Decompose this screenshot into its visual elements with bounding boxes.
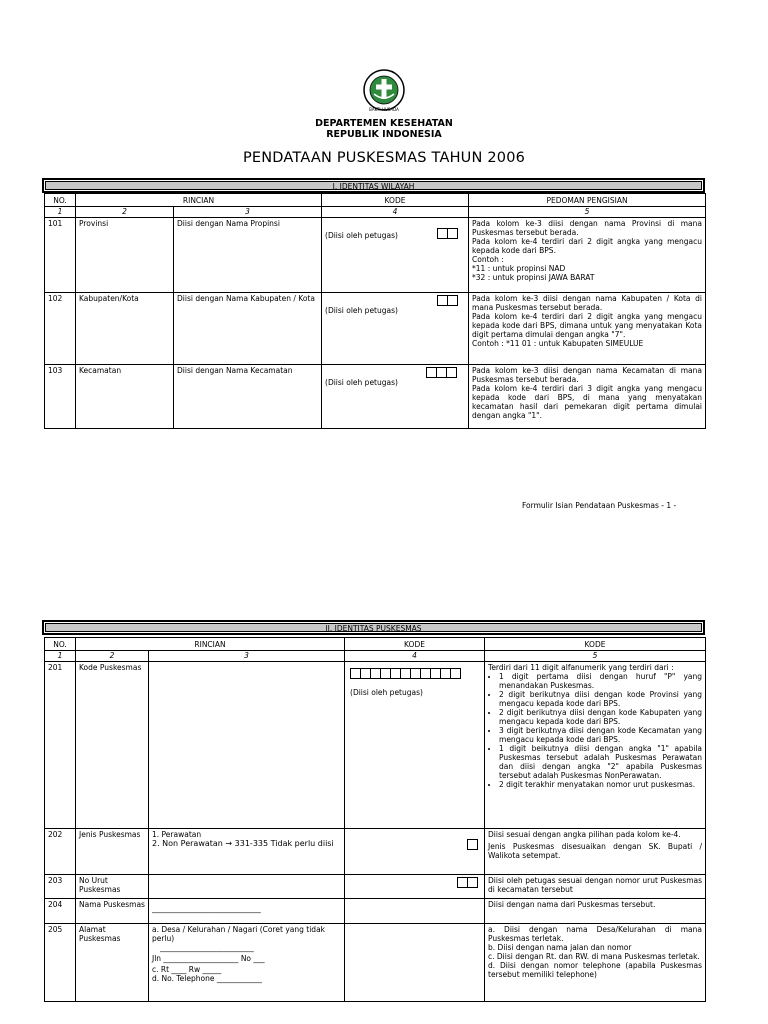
table-header-row [45,638,706,651]
address-desa-line[interactable]: _________________________ [160,943,254,952]
row-no: 203 [45,875,76,899]
row-item: Kode Puskesmas [76,662,149,829]
section1-banner [42,178,705,193]
code-box[interactable] [447,295,458,306]
code-box[interactable] [447,228,458,239]
code-boxes[interactable] [437,295,458,306]
col-num: 5 [485,651,706,662]
code-box[interactable] [467,839,478,850]
guide-item: • 2 digit terakhir menyatakan nomor urut puskesmas. [499,780,702,789]
section1-table [44,193,706,429]
page-title: PENDATAAN PUSKESMAS TAHUN 2006 [242,150,526,166]
row-item: Alamat Puskesmas [76,924,149,1002]
guide-line: d. Diisi dengan nomor telephone (apabila Puskesmas tersebut memiliki telephone) [488,961,703,979]
address-fields[interactable] [149,924,345,1002]
guide-line: Contoh : [472,255,504,264]
guide-intro: Terdiri dari 11 digit alfanumerik yang terdiri dari : [488,663,674,672]
row-kode [322,293,469,365]
header-no: NO. [45,638,76,651]
address-desa: a. Desa / Kelurahan / Nagari (Coret yang tidak perlu) [152,925,326,943]
row-guide [485,924,706,1002]
header-rincian: RINCIAN [76,638,345,651]
table-row [45,899,706,924]
code-boxes[interactable] [457,877,478,888]
guide-list [488,672,702,789]
guide-line: Pada kolom ke-3 diisi dengan nama Provinsi di mana Puskesmas tersebut berada. [472,219,703,237]
row-guide [485,829,706,875]
row-no: 201 [45,662,76,829]
row-no: 102 [45,293,76,365]
row-guide [469,293,706,365]
header-pedoman: PEDOMAN PENGISIAN [469,194,706,207]
table-row [45,293,706,365]
row-no: 103 [45,365,76,429]
header-kode-2: KODE [485,638,706,651]
row-kode [345,875,485,899]
row-no: 101 [45,218,76,293]
table-row [45,875,706,899]
address-jalan[interactable]: Jln ____________________ No ___ [152,954,265,963]
row-guide [469,218,706,293]
row-item: Kecamatan [76,365,174,429]
row-desc: Diisi dengan Nama Kecamatan [174,365,322,429]
row-item: Jenis Puskesmas [76,829,149,875]
table-row [45,829,706,875]
option-perawatan: 1. Perawatan [152,830,202,839]
row-guide [485,875,706,899]
guide-line: c. Diisi dengan Rt. dan RW. di mana Puskesmas terletak. [488,952,700,961]
row-no: 204 [45,899,76,924]
guide-line: Pada kolom ke-3 diisi dengan nama Kecamatan di mana Puskesmas tersebut berada. [472,366,703,384]
code-box[interactable] [450,668,461,679]
guide-item: • 2 digit berikutnya diisi dengan kode Provinsi yang mengacu kepada kode dari BPS. [499,690,702,708]
guide-item: • 1 digit pertama diisi dengan huruf "P" yang menandakan Puskesmas. [499,672,702,690]
address-telephone[interactable]: d. No. Telephone ____________ [152,974,262,983]
col-num: 5 [469,207,706,218]
table-row [45,365,706,429]
row-desc [149,662,345,829]
row-no: 205 [45,924,76,1002]
col-num: 3 [149,651,345,662]
table-row [45,662,706,829]
row-desc [149,875,345,899]
row-item: Kabupaten/Kota [76,293,174,365]
name-field[interactable] [149,899,345,924]
table-header-row [45,194,706,207]
guide-line: Diisi sesuai dengan angka pilihan pada kolom ke-4. [488,830,681,839]
code-box[interactable] [446,367,457,378]
guide-line: Pada kolom ke-4 terdiri dari 3 digit angka yang mengacu kepada kode dari BPS, di mana yang menyatakan kecamatan hasil dari pemekaran digit pertama dimulai dengan angka "1". [472,384,703,420]
guide-item: • 3 digit berikutnya diisi dengan kode Kecamatan yang mengacu kepada kode dari BPS. [499,726,702,744]
header-kode: KODE [322,194,469,207]
guide-line: *11 : untuk propinsi NAD [472,264,566,273]
row-item: Nama Puskesmas [76,899,149,924]
guide-line: Contoh : *11 01 : untuk Kabupaten SIMEULUE [472,339,644,348]
name-blank-line[interactable]: _____________________________ [152,904,261,913]
header-kode: KODE [345,638,485,651]
org-line-1: DEPARTEMEN KESEHATAN [315,118,453,129]
row-kode [345,829,485,875]
row-options [149,829,345,875]
column-number-row [45,207,706,218]
row-item: No Urut Puskesmas [76,875,149,899]
guide-line: Pada kolom ke-4 terdiri dari 2 digit angka yang mengacu kepada kode dari BPS, dimana untuk yang menyatakan Kota digit pertama dimulai dengan angka "7". [472,312,703,339]
row-no: 202 [45,829,76,875]
table-row [45,924,706,1002]
section2-table [44,637,706,1002]
row-desc: Diisi dengan Nama Propinsi [174,218,322,293]
col-num: 4 [322,207,469,218]
column-number-row [45,651,706,662]
guide-item: • 1 digit beikutnya diisi dengan angka "1" apabila Puskesmas tersebut adalah Puskesmas Perawatan dan diisi dengan angka "2" apabila Puskesmas tersebut adalah Puskesmas NonPerawatan. [499,744,702,780]
col-num: 2 [76,207,174,218]
row-kode [322,365,469,429]
row-desc: Diisi dengan Nama Kabupaten / Kota [174,293,322,365]
address-rt-rw[interactable]: c. Rt ____ Rw _____ [152,965,222,974]
kode-note: (Diisi oleh petugas) [325,378,398,387]
col-num: 4 [345,651,485,662]
code-boxes[interactable] [437,228,458,239]
logo-text: BAKTI HUSADA [369,107,399,112]
section2-banner [42,620,705,635]
section2-banner-label: II. IDENTITAS PUSKESMAS [45,623,702,632]
page-footer: Formulir Isian Pendataan Puskesmas - 1 - [522,501,677,510]
kode-note: (Diisi oleh petugas) [350,688,423,697]
code-boxes[interactable] [467,839,478,850]
guide-line: Pada kolom ke-3 diisi dengan nama Kabupaten / Kota di mana Puskesmas tersebut berada. [472,294,703,312]
header-no: NO. [45,194,76,207]
code-boxes[interactable] [426,367,457,378]
guide-item: • 2 digit berikutnya diisi dengan kode Kabupaten yang mengacu kepada kode dari BPS. [499,708,702,726]
org-line-2: REPUBLIK INDONESIA [326,129,442,140]
code-boxes[interactable] [350,668,461,679]
col-num: 2 [76,651,149,662]
row-kode [345,662,485,829]
row-item: Provinsi [76,218,174,293]
col-num: 1 [45,651,76,662]
guide-line: a. Diisi dengan nama Desa/Kelurahan di mana Puskesmas terletak. [488,925,703,943]
row-guide [485,662,706,829]
guide-line: b. Diisi dengan nama jalan dan nomor [488,943,632,952]
row-kode [345,924,485,1002]
row-guide [485,899,706,924]
kode-note: (Diisi oleh petugas) [325,231,398,240]
kode-note: (Diisi oleh petugas) [325,306,398,315]
bakti-husada-logo [362,68,406,114]
header-rincian: RINCIAN [76,194,322,207]
section1-banner-label: I. IDENTITAS WILAYAH [45,181,702,190]
guide-line: Diisi dengan nama dari Puskesmas tersebut. [488,900,656,909]
option-non-perawatan: 2. Non Perawatan → 331-335 Tidak perlu diisi [152,839,334,848]
guide-line: Jenis Puskesmas disesuaikan dengan SK. Bupati / Walikota setempat. [488,842,703,860]
row-guide [469,365,706,429]
guide-line: Diisi oleh petugas sesuai dengan nomor urut Puskesmas di kecamatan tersebut [488,876,703,894]
row-kode [322,218,469,293]
row-kode [345,899,485,924]
guide-line: *32 : untuk propinsi JAWA BARAT [472,273,595,282]
col-num: 1 [45,207,76,218]
guide-line: Pada kolom ke-4 terdiri dari 2 digit angka yang mengacu kepada kode dari BPS. [472,237,703,255]
code-box[interactable] [467,877,478,888]
col-num: 3 [174,207,322,218]
table-row [45,218,706,293]
